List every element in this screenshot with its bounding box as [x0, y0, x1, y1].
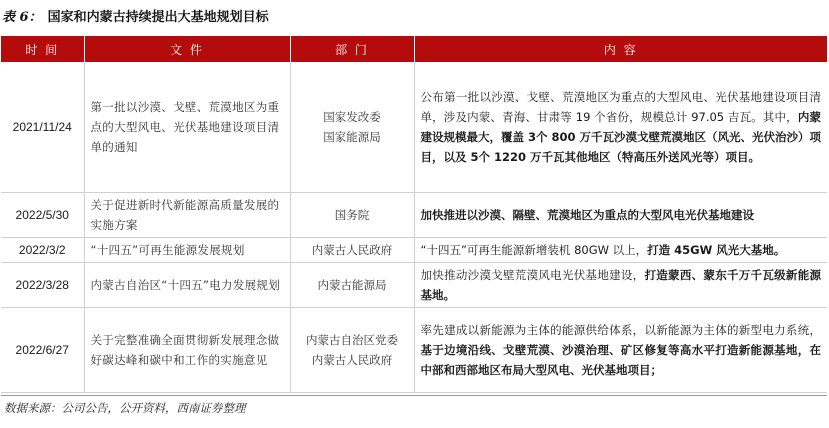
table-row	[1, 238, 827, 263]
content-emphasis: 基于边境沿线、戈壁荒漠、沙漠治理、矿区修复等高水平打造新能源基地，在中部和西部地区布局大型风电、光伏基地项目；	[420, 343, 821, 377]
department-name: 内蒙古自治区党委	[306, 333, 398, 347]
department-name: 国家发改委	[323, 110, 381, 124]
cell-department	[290, 263, 414, 308]
cell-department	[290, 193, 414, 238]
cell-file: “十四五”可再生能源发展规划	[84, 238, 290, 263]
table-row	[1, 308, 827, 393]
cell-content	[414, 62, 827, 193]
department-name: 国务院	[334, 208, 370, 222]
cell-date: 2022/5/30	[1, 193, 84, 238]
cell-department	[290, 238, 414, 263]
cell-content	[414, 193, 827, 238]
cell-content	[414, 263, 827, 308]
department-name: 国家能源局	[323, 130, 381, 144]
table-header-row	[1, 36, 827, 62]
cell-file: 内蒙古自治区“十四五”电力发展规划	[84, 263, 290, 308]
bottom-rule	[1, 395, 827, 396]
cell-file: 关于完整准确全面贯彻新发展理念做好碳达峰和碳中和工作的实施意见	[84, 308, 290, 393]
department-name: 内蒙古能源局	[317, 278, 387, 292]
cell-content	[414, 238, 827, 263]
cell-date: 2022/6/27	[1, 308, 84, 393]
caption-label: 表 6：	[2, 10, 42, 25]
planning-table	[1, 36, 827, 393]
department-name: 内蒙古人民政府	[311, 243, 393, 257]
content-emphasis: 打造 45GW 风光大基地。	[647, 243, 786, 257]
caption-title: 国家和内蒙古持续提出大基地规划目标	[47, 10, 269, 25]
header-time: 时 间	[1, 36, 84, 62]
data-source-note: 数据来源：公司公告，公开资料，西南证券整理	[4, 401, 246, 415]
header-department: 部 门	[290, 36, 414, 62]
table-caption	[2, 0, 269, 36]
header-content: 内 容	[414, 36, 827, 62]
content-emphasis: 加快推进以沙漠、隔壁、荒漠地区为重点的大型风电光伏基地建设	[420, 208, 754, 222]
content-text: 率先建成以新能源为主体的能源供给体系，以新能源为主体的新型电力系统，	[420, 323, 821, 337]
content-emphasis: 打造蒙西、蒙东千万千瓦级新能源基地。	[420, 268, 821, 302]
table-row	[1, 263, 827, 308]
cell-date: 2021/11/24	[1, 62, 84, 193]
content-text: 公布第一批以沙漠、戈壁、荒漠地区为重点的大型风电、光伏基地建设项目清单，涉及内蒙、青海、甘肃等 19 个省份，规模总计 97.05 吉瓦。其中，	[420, 90, 821, 124]
cell-department	[290, 62, 414, 193]
table-row	[1, 62, 827, 193]
content-text: 加快推动沙漠戈壁荒漠风电光伏基地建设，	[420, 268, 645, 282]
cell-file: 关于促进新时代新能源高质量发展的实施方案	[84, 193, 290, 238]
cell-date: 2022/3/28	[1, 263, 84, 308]
header-file: 文 件	[84, 36, 290, 62]
cell-file: 第一批以沙漠、戈壁、荒漠地区为重点的大型风电、光伏基地建设项目清单的通知	[84, 62, 290, 193]
cell-content	[414, 308, 827, 393]
table-body	[1, 62, 827, 393]
content-emphasis: 内蒙建设规模最大，覆盖 3个 800 万千瓦沙漠戈壁荒漠地区（风光、光伏治沙）项目，以及 5个 1220 万千瓦其他地区（特高压外送风光等）项目。	[420, 110, 822, 164]
cell-department	[290, 308, 414, 393]
department-name: 内蒙古人民政府	[311, 353, 393, 367]
table-row	[1, 193, 827, 238]
cell-date: 2022/3/2	[1, 238, 84, 263]
content-text: “十四五”可再生能源新增装机 80GW 以上，	[420, 243, 648, 257]
